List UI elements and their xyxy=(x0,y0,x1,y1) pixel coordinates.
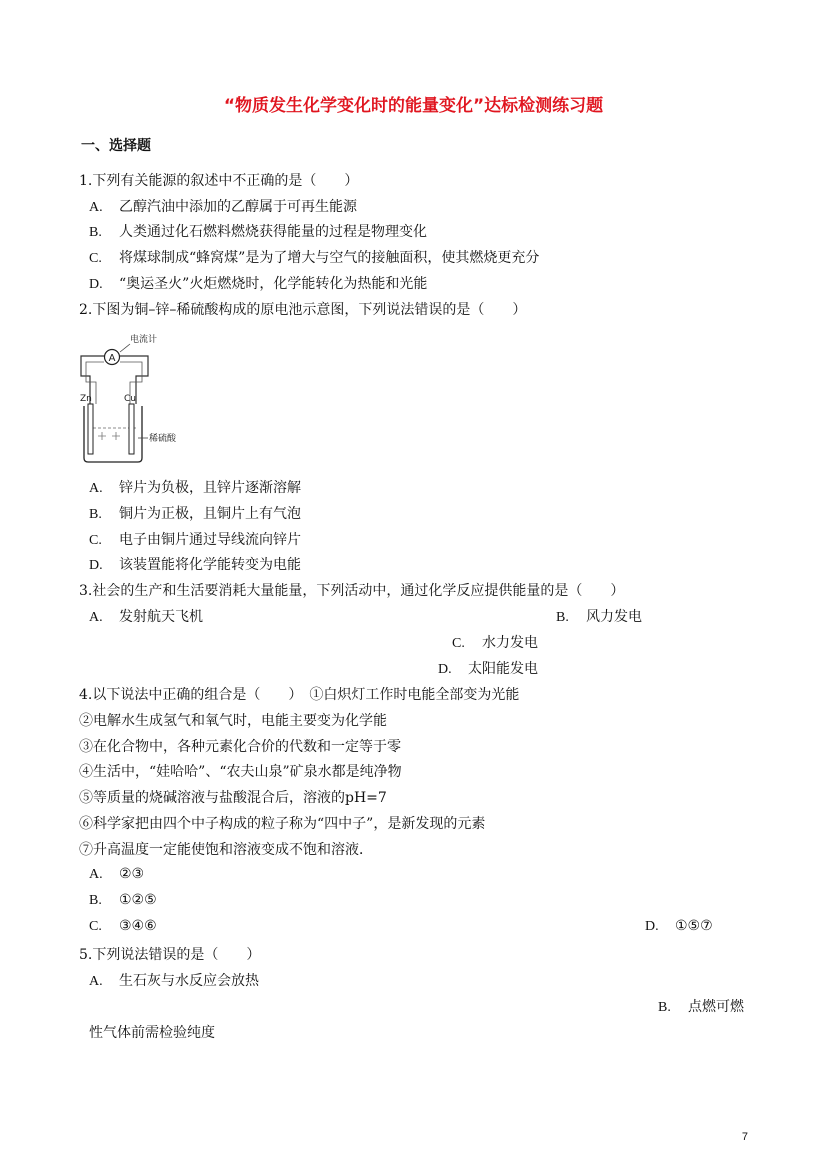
question-2-stem: 2.下图为铜–锌–稀硫酸构成的原电池示意图，下列说法错误的是（ ） xyxy=(79,302,527,318)
q2-option-c: C. 电子由铜片通过导线流向锌片 xyxy=(89,532,301,548)
q1-option-d: D. “奥运圣火”火炬燃烧时，化学能转化为热能和光能 xyxy=(89,276,428,292)
q2-option-b: B. 铜片为正极，且铜片上有气泡 xyxy=(89,506,301,522)
page-title: “物质发生化学变化时的能量变化”达标检测练习题 xyxy=(223,96,604,116)
solution-marks xyxy=(98,432,120,440)
q3-option-b: B. 风力发电 xyxy=(556,609,642,625)
q4-option-d: D. ①⑤⑦ xyxy=(645,918,713,934)
q4-statement: ⑤等质量的烧碱溶液与盐酸混合后，溶液的pH=7 xyxy=(79,790,387,806)
question-4-stem: 4.以下说法中正确的组合是（ ） ①白炽灯工作时电能全部变为光能 xyxy=(79,687,520,703)
q2-option-d: D. 该装置能将化学能转变为电能 xyxy=(89,557,301,573)
page-number: 7 xyxy=(741,1131,748,1143)
question-1-stem: 1.下列有关能源的叙述中不正确的是（ ） xyxy=(79,173,359,189)
q4-option-a: A. ②③ xyxy=(89,866,145,882)
q3-option-c: C. 水力发电 xyxy=(452,635,538,651)
q4-statement: ⑦升高温度一定能使饱和溶液变成不饱和溶液． xyxy=(79,842,373,858)
q4-option-b: B. ①②⑤ xyxy=(89,892,157,908)
q1-option-a: A. 乙醇汽油中添加的乙醇属于可再生能源 xyxy=(89,199,357,215)
section-heading: 一、选择题 xyxy=(81,138,151,154)
q2-option-a: A. 锌片为负极，且锌片逐渐溶解 xyxy=(89,480,301,496)
zn-electrode xyxy=(88,404,93,454)
meter-pointer-line xyxy=(120,344,130,352)
q1-option-b: B. 人类通过化石燃料燃烧获得能量的过程是物理变化 xyxy=(89,224,427,240)
galvanic-cell-figure xyxy=(78,330,188,470)
question-5-stem: 5.下列说法错误的是（ ） xyxy=(79,947,261,963)
question-3-stem: 3.社会的生产和生活要消耗大量能量，下列活动中，通过化学反应提供能量的是（ ） xyxy=(79,583,625,599)
zn-label: Zn xyxy=(80,394,92,404)
q4-statement: ⑥科学家把由四个中子构成的粒子称为“四中子”，是新发现的元素 xyxy=(79,816,486,832)
q5-option-b-continuation: 性气体前需检验纯度 xyxy=(89,1025,215,1041)
q5-option-a: A. 生石灰与水反应会放热 xyxy=(89,973,259,989)
q4-statement: ④生活中，“娃哈哈”、“农夫山泉”矿泉水都是纯净物 xyxy=(79,764,402,780)
q4-statement: ③在化合物中，各种元素化合价的代数和一定等于零 xyxy=(79,739,401,755)
meter-label: 电流计 xyxy=(130,335,158,345)
q1-option-c: C. 将煤球制成“蜂窝煤”是为了增大与空气的接触面积，使其燃烧更充分 xyxy=(89,250,540,266)
q5-option-b: B. 点燃可燃 xyxy=(658,999,744,1015)
q4-statement: ②电解水生成氢气和氧气时，电能主要变为化学能 xyxy=(79,713,387,729)
ammeter-label: A xyxy=(108,353,116,364)
q3-option-a: A. 发射航天飞机 xyxy=(89,609,203,625)
cu-electrode xyxy=(129,404,134,454)
q4-option-c: C. ③④⑥ xyxy=(89,918,157,934)
cu-label: Cu xyxy=(124,394,136,404)
q3-option-d: D. 太阳能发电 xyxy=(438,661,538,677)
solution-label: 稀硫酸 xyxy=(149,434,177,444)
